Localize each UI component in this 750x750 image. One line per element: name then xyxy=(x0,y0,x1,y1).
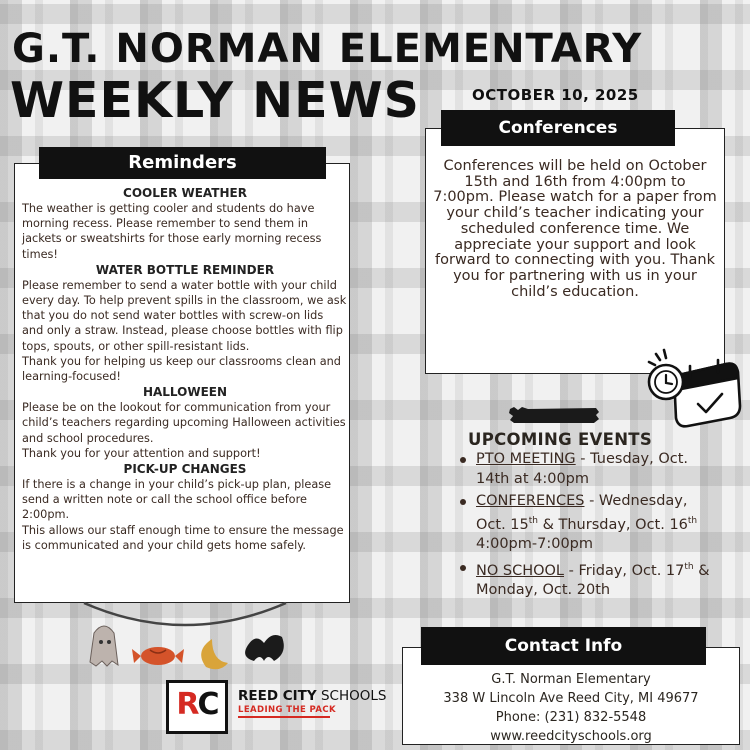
reminder-text: The weather is getting cooler and students do have morning recess. Please remember to send them in jackets or sweatshirts for those early morning recess times! xyxy=(22,202,322,261)
reminders-heading: Reminders xyxy=(39,147,326,179)
district-logo-monogram: RC xyxy=(176,687,218,722)
event-item-no-school xyxy=(458,558,720,601)
reminder-text: Please be on the lookout for communication from your child’s teachers regarding upcoming Halloween activities and school procedures. xyxy=(22,401,346,445)
reminder-text: Thank you for helping us keep our classrooms clean and learning-focused! xyxy=(22,354,341,384)
district-tagline: LEADING THE PACK xyxy=(238,705,336,715)
contact-phone: Phone: (231) 832-5548 xyxy=(495,710,647,725)
tape-icon xyxy=(508,406,600,424)
calendar-check-icon xyxy=(644,346,744,438)
reminder-heading-water-bottle: WATER BOTTLE REMINDER xyxy=(95,262,275,277)
events-list xyxy=(458,450,720,604)
reminder-text: Please remember to send a water bottle with your child every day. To help prevent spills in the classroom, we ask that you do not send water bottles with screw-on lids and only a straw. Instead, please choose bottles with flip tops, spouts, or other spill-resistant lids. xyxy=(22,278,347,353)
halloween-garland-icon xyxy=(80,595,290,675)
event-detail: - Tuesday, Oct. 14th at 4:00pm xyxy=(476,451,689,487)
contact-website: www.reedcityschools.org xyxy=(490,729,652,744)
contact-school-name: G.T. Norman Elementary xyxy=(491,672,651,687)
event-detail: 4:00pm-7:00pm xyxy=(476,536,594,553)
event-item-pto xyxy=(458,450,720,489)
ordinal-suffix: th xyxy=(528,515,538,526)
event-item-conferences xyxy=(458,492,720,555)
event-name: CONFERENCES xyxy=(476,493,585,510)
conferences-heading: Conferences xyxy=(441,110,675,146)
event-detail: & Monday, Oct. 20th xyxy=(476,562,710,599)
event-detail: & Thursday, Oct. 16 xyxy=(537,516,688,533)
ordinal-suffix: th xyxy=(687,515,698,526)
reminder-text: This allows our staff enough time to ensure the message is communicated and your child gets home safely. xyxy=(22,523,344,552)
reminder-heading-halloween: HALLOWEEN xyxy=(142,385,228,400)
contact-heading: Contact Info xyxy=(421,627,706,665)
event-detail: - Friday, Oct. 17 xyxy=(564,562,685,579)
event-detail: - Wednesday, Oct. 15 xyxy=(476,493,688,533)
tagline-underline xyxy=(238,716,330,718)
ordinal-suffix: th xyxy=(684,561,694,572)
event-name: PTO MEETING xyxy=(476,451,576,467)
newsletter-title: WEEKLY NEWS xyxy=(10,72,420,129)
event-name: NO SCHOOL xyxy=(476,562,565,579)
contact-details xyxy=(404,670,738,746)
reminder-heading-pickup: PICK-UP CHANGES xyxy=(123,462,247,477)
issue-date: OCTOBER 10, 2025 xyxy=(472,86,639,104)
reminder-text: Thank you for your attention and support! xyxy=(22,446,261,460)
school-name: G.T. NORMAN ELEMENTARY xyxy=(12,26,643,72)
district-name: REED CITY SCHOOLS xyxy=(238,688,387,704)
conferences-text: Conferences will be held on October 15th and 16th from 4:00pm to 7:00pm. Please watch for a paper from your child’s teacher indicating your scheduled conference time. We appreciate your support and look forward to connecting with you. Thank you for partnering with us in your child’s education. xyxy=(433,158,717,300)
reminders-content xyxy=(22,185,348,553)
events-heading: UPCOMING EVENTS xyxy=(468,430,653,449)
contact-address: 338 W Lincoln Ave Reed City, MI 49677 xyxy=(443,691,699,706)
reminder-text: If there is a change in your child’s pick-up plan, please send a written note or call the school office before 2:00pm. xyxy=(22,478,332,522)
reminder-heading-cooler-weather: COOLER WEATHER xyxy=(123,186,247,200)
clock-icon xyxy=(649,365,683,399)
